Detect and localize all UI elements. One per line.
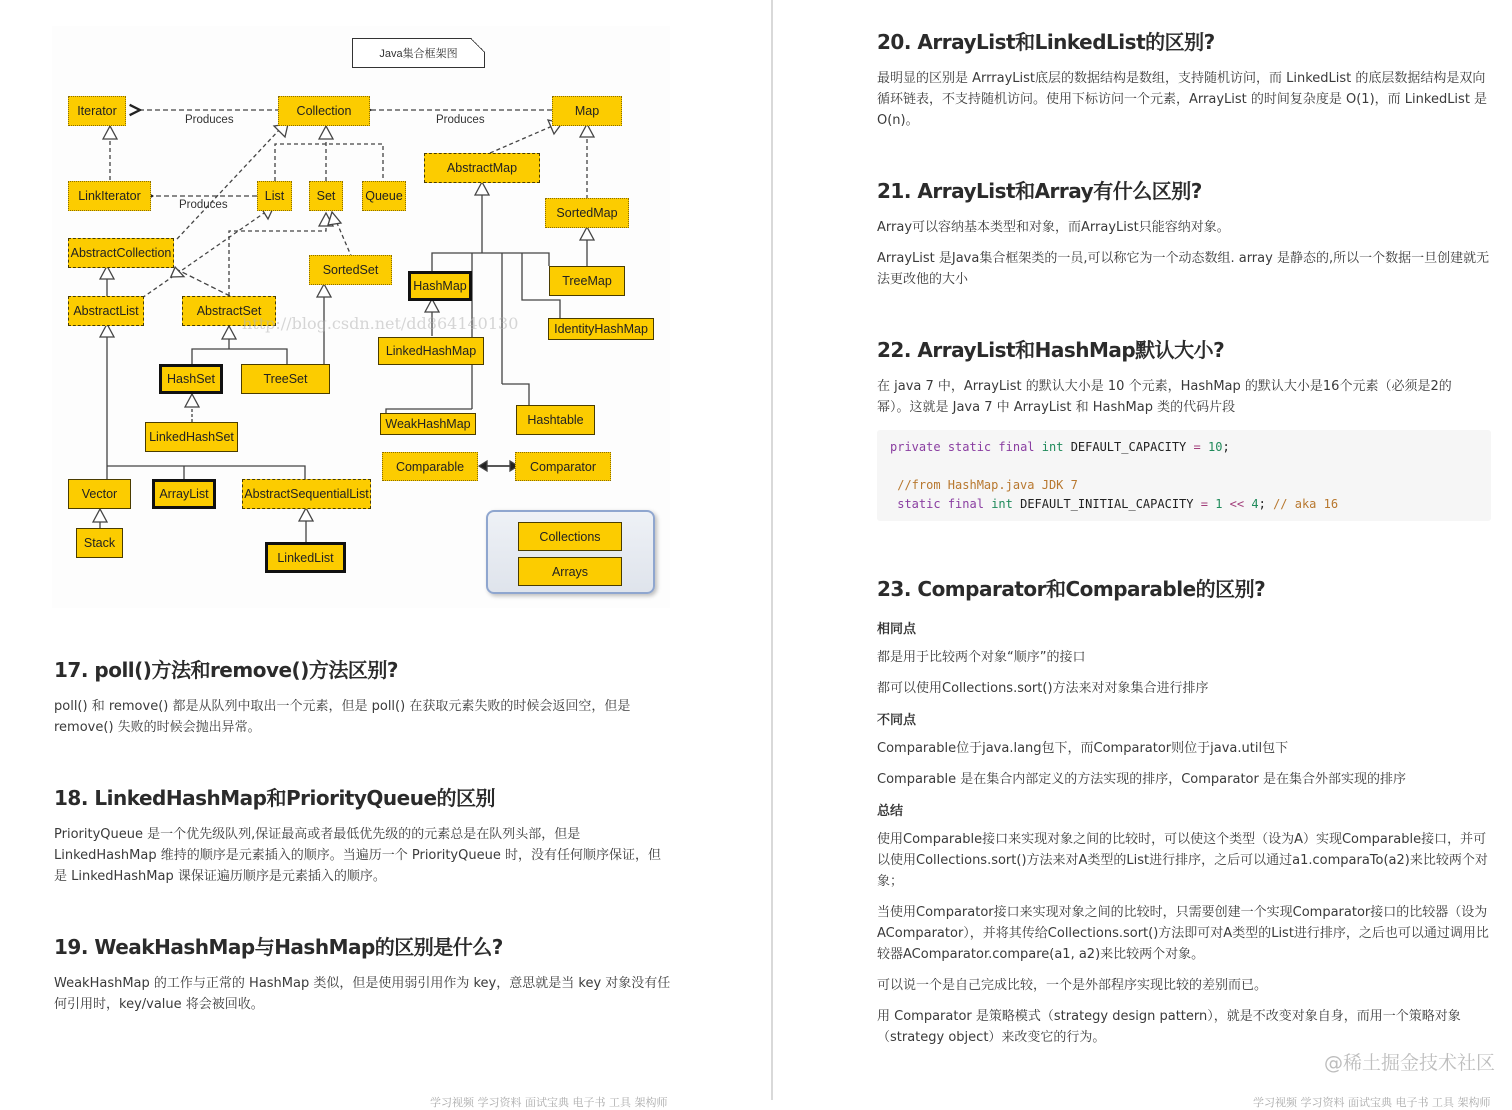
node-vector: Vector [68, 479, 131, 509]
node-abstractmap: AbstractMap [424, 153, 540, 183]
produces-label: Produces [185, 114, 234, 126]
right-page [773, 0, 1512, 1109]
node-linkedhashmap: LinkedHashMap [378, 337, 484, 365]
node-abstractset: AbstractSet [182, 296, 276, 326]
section-19-text: WeakHashMap 的工作与正常的 HashMap 类似，但是使用弱引用作为 key，意思就是当 key 对象没有任何引用时，key/value 将会被回收。 [54, 976, 671, 1012]
node-linkedhashset: LinkedHashSet [145, 422, 238, 452]
section-17 [54, 654, 674, 738]
section-22 [877, 334, 1467, 418]
node-abstractlist: AbstractList [68, 296, 144, 326]
section-22-title: 22. ArrayList和HashMap默认大小? [877, 338, 1225, 362]
node-weakhashmap: WeakHashMap [380, 413, 476, 435]
node-abstractcollection: AbstractCollection [68, 238, 174, 268]
section-22-text: 在 java 7 中，ArrayList 的默认大小是 10 个元素，HashMap 的默认大小是16个元素（必须是2的幂）。这就是 Java 7 中 ArrayList 和 HashMap 类的代码片段 [877, 379, 1452, 415]
section-21 [877, 175, 1492, 290]
section-17-text: poll() 和 remove() 都是从队列中取出一个元素，但是 poll() 在获取元素失败的时候会返回空，但是 remove() 失败的时候会抛出异常。 [54, 699, 631, 735]
produces-label: Produces [436, 114, 485, 126]
node-treeset: TreeSet [241, 364, 330, 394]
same-point-1: 都是用于比较两个对象“顺序”的接口 [877, 650, 1086, 665]
node-identityhashmap: IdentityHashMap [548, 318, 654, 340]
section-20 [877, 26, 1492, 131]
summary-3: 可以说一个是自己完成比较，一个是外部程序实现比较的差别而已。 [877, 978, 1268, 993]
section-19-title: 19. WeakHashMap与HashMap的区别是什么? [54, 935, 503, 959]
node-arraylist: ArrayList [152, 479, 216, 509]
summary-4: 用 Comparator 是策略模式（strategy design pattern），就是不改变对象自身，而用一个策略对象（strategy object）来改变它的行为。 [877, 1009, 1461, 1045]
node-hashmap: HashMap [408, 271, 472, 301]
code-line-comment: //from HashMap.java JDK 7 [897, 478, 1078, 492]
diff-points-heading: 不同点 [877, 713, 917, 728]
section-21-text-2: ArrayList 是Java集合框架类的一员,可以称它为一个动态数组. array 是静态的,所以一个数据一旦创建就无法更改他的大小 [877, 251, 1490, 287]
node-collection: Collection [278, 96, 370, 126]
node-set: Set [309, 181, 343, 211]
node-iterator: Iterator [68, 96, 126, 126]
juejin-watermark: @稀土掘金技术社区 [1324, 1052, 1496, 1074]
section-21-title: 21. ArrayList和Array有什么区别? [877, 179, 1202, 203]
section-18-title: 18. LinkedHashMap和PriorityQueue的区别 [54, 786, 496, 810]
produces-label: Produces [179, 199, 228, 211]
node-stack: Stack [76, 528, 123, 558]
same-point-2: 都可以使用Collections.sort()方法来对对象集合进行排序 [877, 681, 1209, 696]
node-linkiterator: LinkIterator [68, 181, 151, 211]
section-21-text-1: Array可以容纳基本类型和对象，而ArrayList只能容纳对象。 [877, 220, 1230, 235]
node-map: Map [552, 96, 622, 126]
node-comparable: Comparable [382, 452, 478, 481]
node-comparator: Comparator [515, 452, 611, 481]
summary-1: 使用Comparable接口来实现对象之间的比较时，可以使这个类型（设为A）实现Comparable接口，并可以使用Collections.sort()方法来对A类型的List进行排序，之后可以通过a1.comparaTo(a2)来比较两个对象； [877, 832, 1488, 889]
summary-heading: 总结 [877, 804, 904, 819]
node-treemap: TreeMap [549, 266, 625, 296]
same-points-heading: 相同点 [877, 622, 917, 637]
node-hashset: HashSet [159, 364, 223, 394]
node-abstractsequentiallist: AbstractSequentialList [242, 479, 371, 509]
section-20-text: 最明显的区别是 ArrrayList底层的数据结构是数组，支持随机访问，而 LinkedList 的底层数据结构是双向循环链表，不支持随机访问。使用下标访问一个元素，ArrayList 的时间复杂度是 O(1)，而 LinkedList 是 O(n)。 [877, 71, 1488, 128]
code-line-3: static final int DEFAULT_INITIAL_CAPACITY = 1 << 4; // aka 16 [897, 497, 1339, 511]
section-18-text: PriorityQueue 是一个优先级队列,保证最高或者最低优先级的的元素总是在队列头部，但是 LinkedHashMap 维持的顺序是元素插入的顺序。当遍历一个 PriorityQueue 时，没有任何顺序保证，但是 LinkedHashMap 课保证遍历顺序是元素插入的顺序。 [54, 827, 661, 884]
diff-point-1: Comparable位于java.lang包下，而Comparator则位于java.util包下 [877, 741, 1289, 756]
section-20-title: 20. ArrayList和LinkedList的区别? [877, 30, 1215, 54]
section-17-title: 17. poll()方法和remove()方法区别? [54, 658, 398, 682]
node-sortedmap: SortedMap [545, 198, 629, 228]
csdn-watermark: http://blog.csdn.net/dd864140130 [242, 314, 519, 333]
section-23 [877, 573, 1492, 1048]
page-footer-left: 学习视频 学习资料 面试宝典 电子书 工具 架构师 [430, 1096, 668, 1109]
code-block [877, 430, 1491, 521]
code-line-1: private static final int DEFAULT_CAPACITY = 10; [890, 440, 1230, 454]
node-queue: Queue [362, 181, 406, 211]
summary-2: 当使用Comparator接口来实现对象之间的比较时，只需要创建一个实现Comparator接口的比较器（设为AComparator），并将其传给Collections.sort()方法即可对A类型的List进行排序，之后也可以通过调用比较器AComparator.compare(a1, a2)来比较两个对象。 [877, 905, 1489, 962]
node-linkedlist: LinkedList [265, 542, 346, 573]
section-18 [54, 782, 664, 887]
node-hashtable: Hashtable [516, 405, 595, 435]
node-list: List [257, 181, 292, 211]
node-collections: Collections [518, 522, 622, 551]
node-sortedset: SortedSet [309, 255, 392, 285]
java-collections-diagram [52, 26, 670, 608]
diagram-title-note: Java集合框架图 [352, 38, 485, 68]
section-23-title: 23. Comparator和Comparable的区别? [877, 577, 1266, 601]
node-arrays: Arrays [518, 557, 622, 586]
section-19 [54, 931, 674, 1015]
diff-point-2: Comparable 是在集合内部定义的方法实现的排序，Comparator 是在集合外部实现的排序 [877, 772, 1406, 787]
page-footer-right: 学习视频 学习资料 面试宝典 电子书 工具 架构师 [1253, 1096, 1491, 1109]
